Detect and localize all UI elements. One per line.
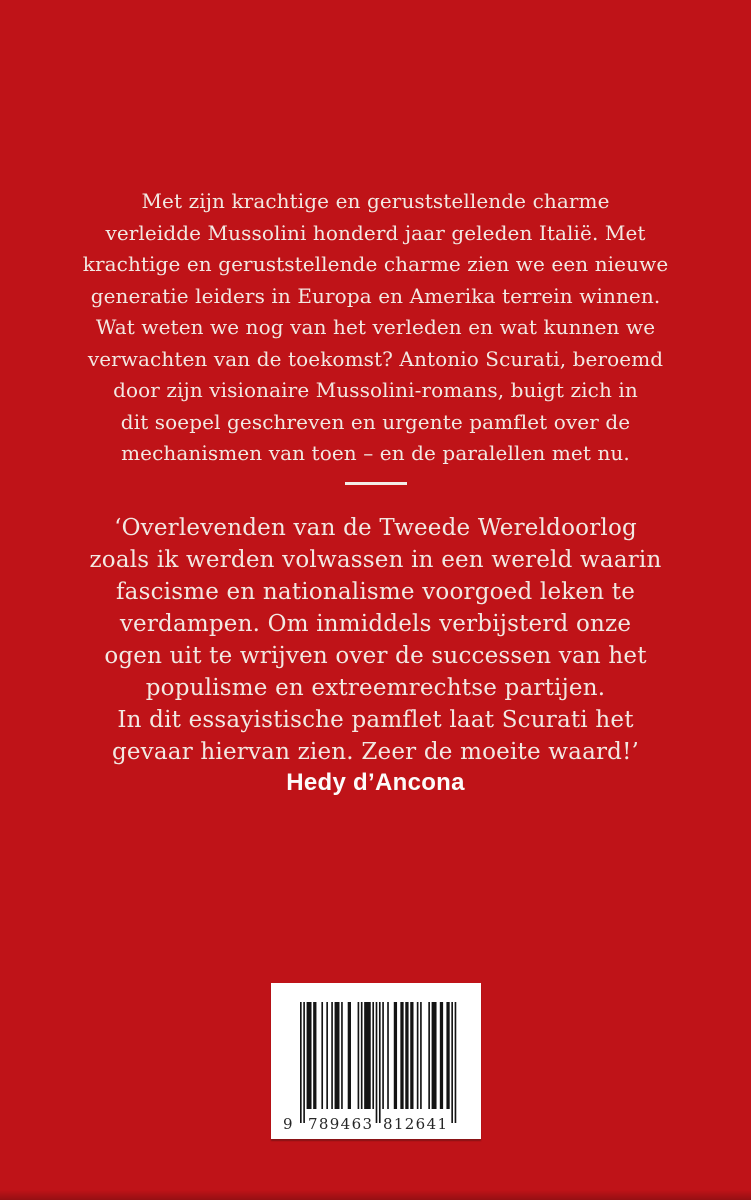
divider-rule [345, 482, 407, 485]
bottom-edge-shadow [0, 1190, 751, 1200]
barcode [271, 983, 481, 1139]
barcode-bars-icon [271, 983, 481, 1139]
isbn-group-2: 8 1 2 6 4 1 [383, 1115, 447, 1133]
blurb-text [26, 186, 726, 470]
blurb-line: dit soepel geschreven en urgente pamflet over de [120, 409, 631, 434]
endorsement-quote [26, 512, 726, 768]
blurb-line: mechanismen van toen – en de paralellen met nu. [121, 441, 630, 465]
blurb-line: Met zijn krachtige en geruststellende charme [141, 189, 610, 213]
quote-line: zoals ik werden volwassen in een wereld waarin [89, 547, 662, 573]
blurb-line: generatie leiders in Europa en Amerika terrein winnen. [90, 283, 661, 308]
blurb-line: Wat weten we nog van het verleden en wat kunnen we [95, 315, 656, 339]
isbn-group-1: 7 8 9 4 6 3 [308, 1115, 372, 1133]
blurb-line: krachtige en geruststellende charme zien we een nieuwe [82, 252, 669, 276]
blurb-line: door zijn visionaire Mussolini-romans, buigt zich in [113, 378, 638, 402]
isbn-first-digit: 9 [283, 1115, 293, 1133]
quote-line: ‘Overlevenden van de Tweede Wereldoorlog [114, 515, 637, 541]
blurb-line: verwachten van de toekomst? Antonio Scurati, beroemd [87, 346, 664, 371]
quote-line: verdampen. Om inmiddels verbijsterd onze [119, 611, 632, 637]
blurb-line: verleidde Mussolini honderd jaar geleden Italië. Met [105, 220, 646, 245]
quote-line: ogen uit te wrijven over de successen van het [104, 643, 647, 669]
quote-line: fascisme en nationalisme voorgoed leken te [115, 579, 636, 605]
quote-line: gevaar hiervan zien. Zeer de moeite waard!’ [111, 739, 640, 765]
quote-attribution: Hedy d’Ancona [286, 769, 465, 796]
quote-line: In dit essayistische pamflet laat Scurati het [117, 707, 634, 733]
quote-line: populisme en extreemrechtse partijen. [145, 675, 606, 701]
